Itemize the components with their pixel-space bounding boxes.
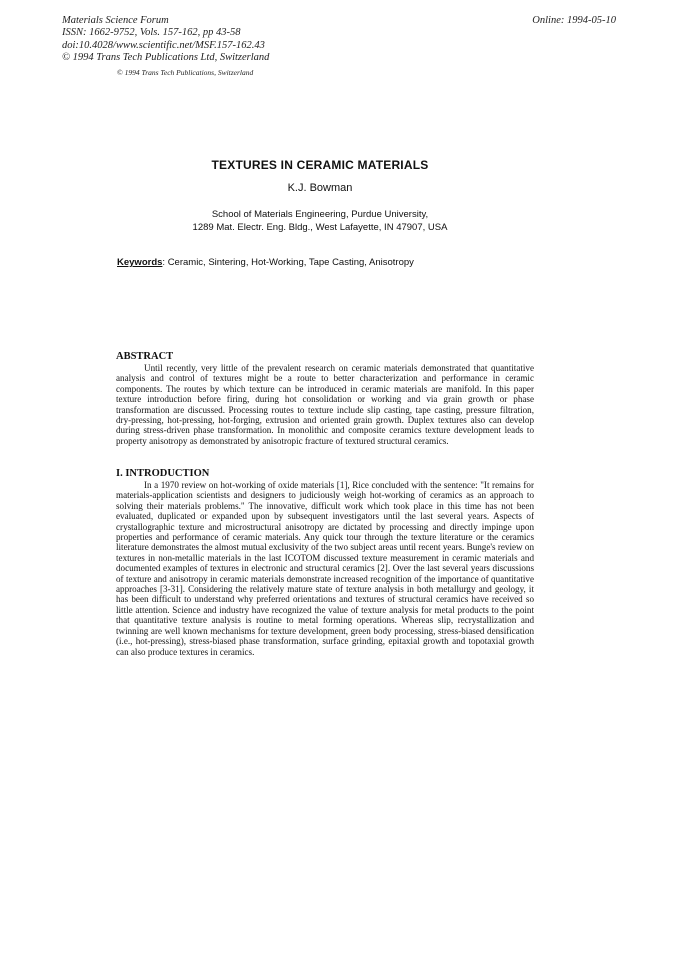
abstract-section [116, 351, 534, 446]
affiliation-address: 1289 Mat. Electr. Eng. Bldg., West Lafayette, IN 47907, USA [192, 222, 448, 233]
publisher-note: © 1994 Trans Tech Publications, Switzerland [117, 68, 254, 77]
introduction-heading: I. INTRODUCTION [116, 468, 210, 479]
author-name: K.J. Bowman [287, 182, 353, 194]
journal-name: Materials Science Forum [62, 15, 169, 26]
keywords-label: Keywords [117, 257, 163, 268]
abstract-heading: ABSTRACT [116, 351, 174, 362]
paper-title: TEXTURES IN CERAMIC MATERIALS [211, 158, 429, 172]
keywords-list: Ceramic, Sintering, Hot-Working, Tape Casting, Anisotropy [167, 257, 414, 268]
affiliation [0, 208, 640, 234]
copyright-line: © 1994 Trans Tech Publications Ltd, Switzerland [62, 52, 270, 64]
keywords-separator: : [162, 257, 168, 268]
citation-block [62, 15, 269, 65]
keywords [117, 257, 414, 268]
doi-link[interactable]: doi:10.4028/www.scientific.net/MSF.157-162.43 [62, 39, 265, 51]
issn-line: ISSN: 1662-9752, Vols. 157-162, pp 43-58 [62, 27, 241, 39]
abstract-text: Until recently, very little of the prevalent research on ceramic materials demonstrated that quantitative analysis and control of textures might be a route to better characterization and performance in ceramic components. The routes by which texture can be introduced in ceramic materials are manifold. In this paper texture introduction before firing, during hot consolidation or working and via grain growth or phase transformation are discussed. Processing routes to texture include slip casting, tape casting, pressure filtration, dry-pressing, hot-pressing, hot-forging, extrusion and oriented grain growth. Duplex textures also can develop during stress-driven phase transformation. In monolithic and composite ceramics texture development leads to property anisotropy as demonstrated by anisotropic fracture of textured structural ceramics. [116, 363, 534, 446]
introduction-section [116, 468, 534, 657]
introduction-text: In a 1970 review on hot-working of oxide materials [1], Rice concluded with the sentence: "It remains for materials-application scientists and designers to judiciously weigh hot-working of ceramics as an approach to solving their materials problems." The innovative, difficult work which took place in this time has not been evaluated, duplicated or expanded upon by subsequent investigators until the last several years. Aspects of crystallographic texture and microstructural anisotropy are dictated by processing and directly impinge upon properties and performance of ceramic materials. Any quick tour through the texture literature or the ceramics literature demonstrates the almost mutual exclusivity of the two subject areas until recent years. Bunge's review on textures in non-metallic materials in the last ICOTOM discussed texture measurement in ceramic materials and documented examples of textures in electronic and structural ceramics [2]. Over the last several years discussions of texture and anisotropy in ceramic materials demonstrate increased recognition of the importance of quantitative approaches [3-31]. Considering the relatively mature state of texture analysis in both metallurgy and geology, it has been difficult to understand why preferred orientations and textures of structural ceramics have received so little attention. Science and industry have recognized the value of texture analysis for metal products to the point that quantitative texture analysis is routine to metal forming operations. Whereas slip, recrystallization and twinning are well known mechanisms for texture development, green body processing, stress-biased densification (i.e., hot-pressing), stress-biased phase transformation, surface grinding, epitaxial growth and topotaxial growth can also produce textures in ceramics. [116, 480, 534, 657]
affiliation-line: School of Materials Engineering, Purdue University, [211, 209, 429, 220]
online-date: Online: 1994-05-10 [532, 15, 616, 26]
